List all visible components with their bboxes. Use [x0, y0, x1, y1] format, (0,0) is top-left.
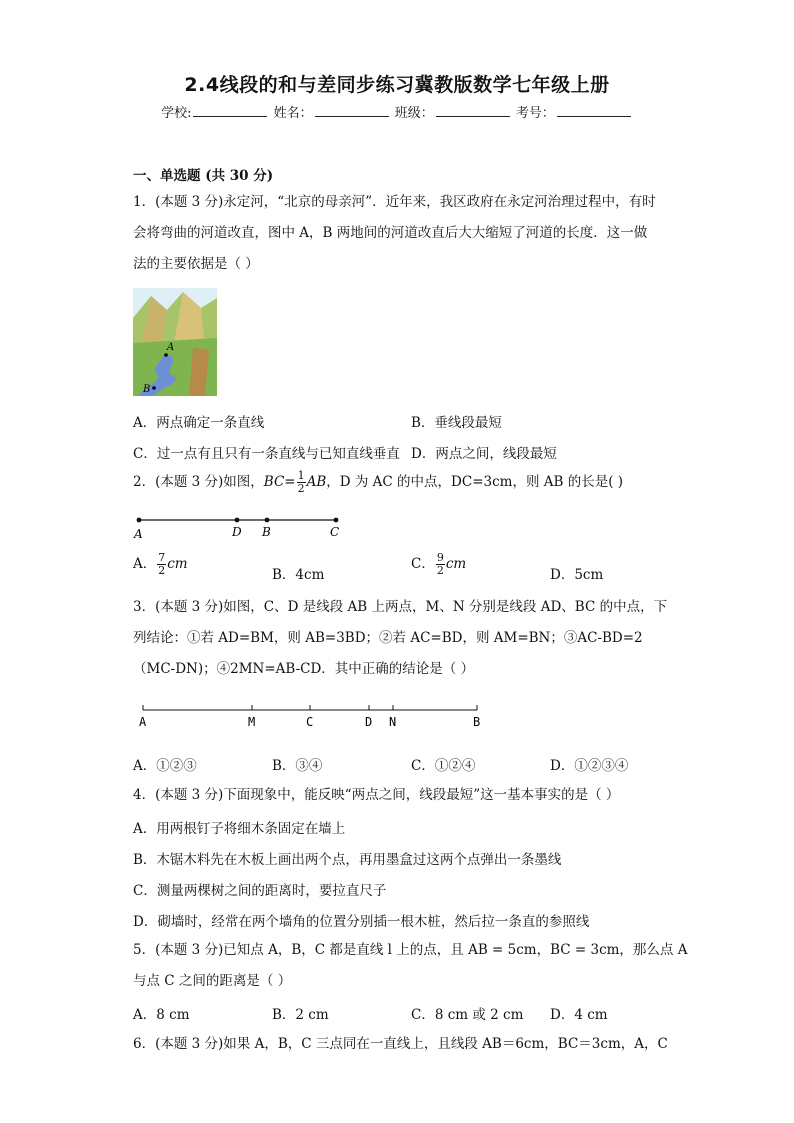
- q3-point-a: A: [139, 715, 147, 729]
- q1-line1: 1．(本题 3 分)永定河，“北京的母亲河”．近年来，我区政府在永定河治理过程中，有时: [133, 194, 656, 210]
- q2-option-c[interactable]: C． $\frac{9}{2}$ cm: [411, 551, 467, 577]
- q4-line1: 4．(本题 3 分)下面现象中，能反映“两点之间，线段最短”这一基本事实的是（ ）: [133, 787, 620, 803]
- q3-point-b: B: [473, 715, 481, 729]
- q1-option-a[interactable]: A．两点确定一条直线: [133, 415, 265, 431]
- q1-option-c[interactable]: C．过一点有且只有一条直线与已知直线垂直: [133, 446, 400, 462]
- class-blank[interactable]: [436, 104, 510, 117]
- q4-option-a[interactable]: A．用两根钉子将细木条固定在墙上: [133, 821, 346, 837]
- q2-option-a[interactable]: A． $\frac{7}{2}$ cm: [133, 551, 188, 577]
- q3-line3: （MC-DN)；④2MN=AB-CD．其中正确的结论是（ ）: [133, 661, 475, 677]
- q2-point-d: D: [232, 525, 242, 539]
- river-illustration: [133, 288, 217, 396]
- q6-line1: 6．(本题 3 分)如果 A，B，C 三点同在一直线上，且线段 AB＝6cm，BC＝3cm，A，C: [133, 1036, 668, 1052]
- q5-option-c[interactable]: C．8 cm 或 2 cm: [411, 1007, 524, 1023]
- q3-point-d: D: [365, 715, 373, 729]
- q3-option-a[interactable]: A．①②③: [133, 758, 197, 774]
- q1-option-b[interactable]: B．垂线段最短: [411, 415, 502, 431]
- q4-option-b[interactable]: B．木锯木料先在木板上画出两个点，再用墨盒过这两个点弹出一条墨线: [133, 852, 562, 868]
- q5-line2: 与点 C 之间的距离是（ ）: [133, 973, 292, 989]
- q3-point-n: N: [389, 715, 397, 729]
- section-heading: 一、单选题 (共 30 分): [133, 168, 274, 184]
- q5-option-d[interactable]: D．4 cm: [550, 1007, 608, 1023]
- school-label: 学校:: [161, 106, 192, 121]
- name-blank[interactable]: [315, 104, 389, 117]
- q3-segment-figure: [135, 700, 485, 732]
- page-title: 2.4线段的和与差同步练习冀教版数学七年级上册: [184, 74, 610, 96]
- q2-option-b[interactable]: B．4cm: [272, 567, 325, 583]
- class-label: 班级：: [394, 106, 434, 121]
- name-label: 姓名：: [273, 106, 313, 121]
- q2-fraction: $\frac{1}{2}$: [297, 469, 305, 495]
- number-blank[interactable]: [557, 104, 631, 117]
- q3-point-m: M: [248, 715, 256, 729]
- school-blank[interactable]: [193, 104, 267, 117]
- q3-line1: 3．(本题 3 分)如图，C、D 是线段 AB 上两点，M、N 分别是线段 AD、BC 的中点，下: [133, 599, 668, 615]
- number-label: 考号：: [515, 106, 555, 121]
- q4-option-c[interactable]: C．测量两棵树之间的距离时，要拉直尺子: [133, 883, 387, 899]
- q4-option-d[interactable]: D．砌墙时，经常在两个墙角的位置分别插一根木桩，然后拉一条直的参照线: [133, 914, 590, 930]
- q2-option-d[interactable]: D．5cm: [550, 567, 604, 583]
- q2-point-b: B: [262, 525, 271, 539]
- q1-option-d[interactable]: D．两点之间，线段最短: [411, 446, 557, 462]
- figure-label-a: A: [167, 342, 175, 353]
- q3-option-c[interactable]: C．①②④: [411, 758, 476, 774]
- q3-option-b[interactable]: B．③④: [272, 758, 323, 774]
- q5-line1: 5．(本题 3 分)已知点 A，B，C 都是直线 l 上的点，且 AB = 5cm，BC = 3cm，那么点 A: [133, 942, 688, 958]
- q3-point-c: C: [306, 715, 314, 729]
- q5-option-b[interactable]: B．2 cm: [272, 1007, 329, 1023]
- q2-point-c: C: [330, 525, 340, 539]
- figure-label-b: B: [143, 384, 151, 395]
- q3-line2: 列结论：①若 AD=BM，则 AB=3BD；②若 AC=BD，则 AM=BN；③AC-BD=2: [133, 630, 643, 646]
- q1-line2: 会将弯曲的河道改直，图中 A，B 两地间的河道改直后大大缩短了河道的长度．这一做: [133, 225, 648, 241]
- q1-line3: 法的主要依据是（ ）: [133, 256, 259, 272]
- q2-stem: 2．(本题 3 分)如图，BC= $\frac{1}{2}$ AB，D 为 AC 的中点，DC=3cm，则 AB 的长是( ): [133, 469, 624, 495]
- q3-option-d[interactable]: D．①②③④: [550, 758, 629, 774]
- q2-segment-figure: [130, 510, 350, 542]
- student-info-line: [0, 102, 794, 121]
- q2-point-a: A: [134, 527, 143, 541]
- q5-option-a[interactable]: A．8 cm: [133, 1007, 190, 1023]
